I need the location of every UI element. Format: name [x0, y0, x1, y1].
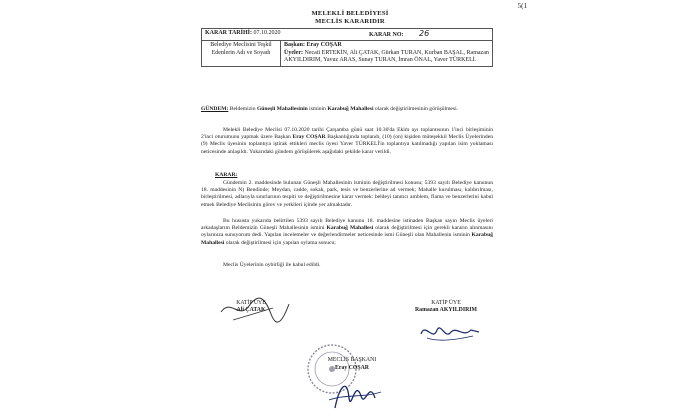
gundem-text-1: Beldemizin	[229, 106, 257, 112]
document-page	[175, 0, 525, 420]
chair-signature-icon	[325, 368, 385, 414]
municipality-title: MELEKLİ BELEDİYESİ	[311, 10, 389, 17]
result-paragraph: Meclis Üyelerinin oybirliği ile kabul edildi.	[223, 262, 321, 268]
vote-text-2: olarak değiştirilmesi için gerekli kararın alınmasını oylarınıza sunuyorum dedi. Yapılan incelemeler ve değerlendirmeler neticesinde ismi Güneşli olan Mahallenin isminin	[201, 225, 493, 239]
karar-no-cell	[369, 30, 489, 39]
karar-tarihi-value: 07.10.2020	[253, 30, 281, 36]
members-cell	[281, 41, 493, 66]
gundem-paragraph	[201, 106, 493, 113]
left-signer-name: Ali ÇATAK	[236, 307, 266, 313]
karar-no-label: KARAR NO:	[369, 32, 404, 38]
vote-new-name-2: Karabuğ Mahallesi	[201, 232, 493, 246]
session-text-2: Başkanlığında toplandı, (10) (on) kişiden müteşekkil Meclis Üyelerinden (9) Meclis üyesinin toplantıya iştirak ettikleri meclis üyesi Yaver TÜRKELİ'in toplantıya katılmadığı yapılan isim yoklaması neticesinde anlaşıldı. Yukarıdaki gündem görüşülerek aşağıdaki şekilde karar verildi.	[201, 134, 493, 155]
gundem-label: GÜNDEM:	[201, 106, 229, 112]
karar-tarihi-label: KARAR TARİHİ:	[205, 30, 252, 36]
chair-title: MECLİS BAŞKANI	[327, 357, 377, 363]
uyeler-value: Necati ERTEKİN, Ali ÇATAK, Gürkan TURAN, Kurban BAŞAL, Ramazan AKYILDIRIM, Yavuz ARAS, Sunay TURAN, İmran ÖNAL, Yaver TÜRKELİ.	[284, 49, 489, 64]
session-chair-name: Eray COŞAR	[292, 134, 326, 141]
gundem-old-name: Güneşli Mahallesinin	[256, 106, 308, 112]
karar-tarihi-cell	[202, 29, 493, 41]
right-signature-icon	[415, 318, 485, 346]
vote-paragraph	[201, 218, 493, 247]
law-paragraph: Gündemin 2. maddesinde bulunan Güneşli Mahallesinin isminin değiştirilmesi konusu; 5393 sayılı Belediye kanunun 18. maddesinin N) Bendinde; Meydan, cadde, sokak, park, tesis ve benzerlerine ad vermek; Mahalle kurulması, kaldırılması, birleştirilmesi, adlarıyla sınırlarının tespiti ve değiştirilmesine karar vermek: beldeyi tanıtıcı amblem, flama ve benzerlerini kabul etmek Belediye Meclisinin görev ve yetkileri içinde yer almaktadır.	[201, 180, 493, 208]
chair-name: Eray COŞAR	[335, 365, 369, 371]
baskan-value: Eray COŞAR	[306, 42, 342, 49]
baskan-label: Başkan:	[284, 42, 306, 49]
vote-text-3: olarak değiştirilmesi için yapılan oylama sonucu;	[224, 239, 336, 246]
vote-text-1: Bu hususta yukarıda belirtilen 5393 sayılı Belediye kanunu 18. maddesine istinaden Başkan sayın Meclis üyeleri arkadaşlarım Beldemizin Güneşli Mahallesinin ismini	[201, 218, 493, 232]
left-signer-title: KATİP ÜYE	[236, 300, 266, 306]
right-signer-title: KATİP ÜYE	[431, 300, 461, 306]
gundem-new-name: Karabuğ Mahallesi	[327, 106, 374, 112]
left-signature-icon	[213, 290, 293, 330]
session-paragraph	[201, 127, 493, 156]
decision-title: MECLİS KARARIDIR	[315, 18, 385, 25]
page-number: 5(1	[517, 2, 527, 10]
gundem-text-2: isminin	[307, 106, 328, 112]
vote-new-name-1: Karabuğ Mahallesi	[326, 225, 374, 232]
uyeler-label: Üyeler:	[284, 49, 303, 56]
right-signer-name: Ramazan AKYILDIRIM	[415, 307, 477, 313]
members-label-cell: Belediye Meclisini Teşkil Edenlerin Adı ve Soyadı	[202, 41, 281, 66]
gundem-text-3: olarak değiştirilmesinin görüşülmesi.	[373, 106, 459, 112]
decision-info-table	[201, 28, 493, 67]
session-text-1: Melekli Belediye Meclisi 07.10.2020 tarihi Çarşamba günü saat 10.30'da Ekim ayı toplantısının 1'inci birleşiminin 2'inci oturumunu yapmak üzere Başkan	[201, 127, 493, 141]
karar-no-value: 26	[419, 29, 430, 38]
karar-label: KARAR:	[215, 172, 238, 178]
